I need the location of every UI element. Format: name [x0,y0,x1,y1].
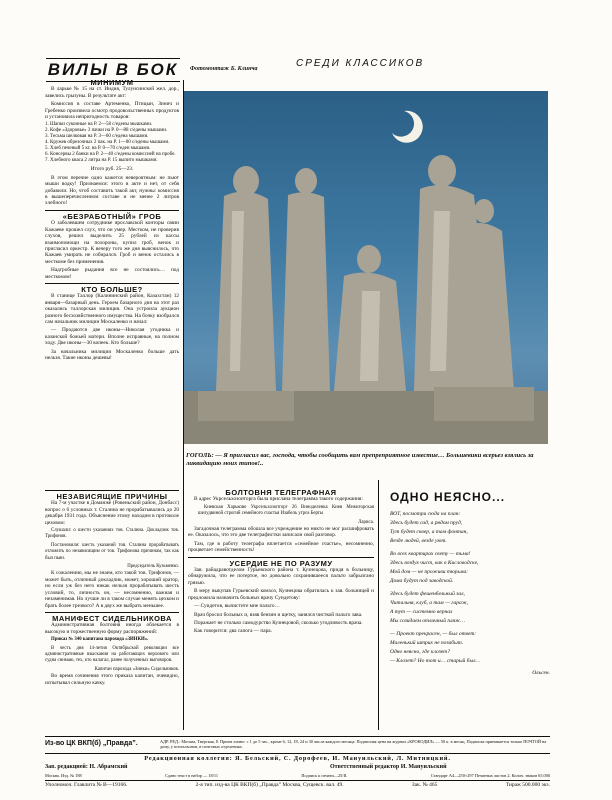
minimum-heading: МИНИМУМ [90,78,134,87]
poem-line: Маленький штрих не позабыт. [390,640,464,646]
print-info: Москва. Изд. № 188 [45,773,82,778]
section-title: СРЕДИ КЛАССИКОВ [296,58,425,69]
poem-line: Здесь будет сад, а рядом пруд, [390,520,463,526]
poem-line: А тут — системно вернал [390,609,453,615]
nezav-signature: Председатель Кузьменко. [127,564,179,570]
kto-text: В станице Таллор (Калининский район, Казахстан) 12 января—базарный день. Героем базарного дня на этот раз оказались таллорская милиция. Она устроила аукцион разного бесхозяйственного имущества. На бочку взобрался сам начальник милиции Москаленко и начал: [45,293,179,325]
manifest-text: Во время сочинения этого приказа капитан, очевидно, испытывал сильную качку. [45,673,179,686]
footer-bottom-line [45,782,550,788]
kto-text: За начальника милиции Москаленко больше дать нельзя. Такие иконы дешевы! [45,348,179,361]
poem-line: ВОТ, посмотри сюда на план: [390,511,461,517]
manifest-signature: Капитан парохода «Зинки» Сидельников. [94,666,179,672]
poem-line: Мой дом — не проживи тюрьма: [390,569,469,575]
list-item: 2. Кофе «Здоровье» 3 пачки на Р. 0—88 с/едены мышами. [45,128,168,134]
list-item: 6. Консервы 2 банки на Р. 2—40 с/едены комиссией на пробе. [45,152,176,158]
telegram-text: Загадочная телеграмма обошла все учреждение но никто не мог расшифровать ее. Оказалось, что это две телеграфистки записали свой разговор. [188,526,374,539]
poem-line: Одно неясно, где клозет? [390,649,450,655]
userdie-text: В меру выкупав Гурьевский комхоз, Кузнецова обратилась к зав. больницей и предложила назначить больных врачу Сундетову: [188,588,374,601]
userdie-text: Поражает не столько самодурство Кузнецовой, сколько угодливость врача. [194,619,363,626]
userdie-heading: УСЕРДИЕ НЕ ПО РАЗУМУ [229,558,333,568]
left-lower-column [45,490,179,688]
middle-column [188,490,374,637]
divider [188,557,374,558]
manifest-heading: МАНИФЕСТ СИДЕЛЬНИКОВА [52,613,172,623]
footer-press: 2-я тип. изд-ва ЦК ВКП(б) „Правда” Москва, Сущевск. вал. 49. [195,782,344,788]
footer-publisher: Из-во ЦК ВКП(б) „Правда”. [45,740,138,747]
photo-caption [186,452,546,468]
poem-author: Ольсен. [532,670,550,676]
poem-column [390,490,550,676]
poem-line: Мы созидаем отличный пляж… [390,618,466,624]
poem-verse [390,510,550,666]
footer-license: Уполномоч. Главлита № В—19166. [45,782,128,788]
minimum-text: В этом перечне одно кажется невероятным: не пьют мыши водку! Признаемся: этого в акте и нет, от себя добавили. Но, чтоб составить такой акт, нужны: комиссия в вышеперечисленном составе и не менее 2 литров хлебного! [45,174,179,207]
nezav-text: На 7-м участке в Доманже (Ровеньский район, Донбасс) вопрос о 6 условных т. Сталина не прорабатывались до 20 декабря 1931 года. Объяснение этому находим в протоколе цеховом: [45,500,179,526]
telegram-text: Там, где в работу телеграфа вплетается «семейное счастье», несомненно, процветает семейственность! [188,540,374,554]
left-column [45,80,179,363]
poem-line: Дома будут под заводской. [390,578,454,584]
crescent-moon-icon [392,111,423,143]
list-item: 1. Шапки суконные на Р. 2—58 с/едены мышками. [45,122,153,128]
masthead-title: ВИЛЫ В БОК [46,58,180,82]
manifest-text: В честь дня 14-летия Октябрьской революции все административные взыскания на работающих верхового или судна снимаю, тех, кто налагал, ранее полученных выговоров. [45,645,179,664]
telegram-text: В адрес Укрсельхозопторга была прислана телеграмма такого содержания: [194,496,363,503]
telegram-signature: Лариса. [358,519,374,525]
grob-text: Надгробные рыдания все не состоялись… под месткомом! [45,267,179,280]
footer-rule [45,736,550,737]
kto-text: — Продаются две иконы—Николая угодника и казанской божьей матери. Вполне исправные, на полном ходу. Две иконы—30 копеек. Кто больше? [45,327,179,347]
manifest-text: Административная болтовня иногда облекается в высокую и торжественную форму распоряжений: [45,622,179,635]
column-rule [378,480,379,730]
list-item: 5. Хлеб печеный 5 кг. на Р. 0—70 с/еден мышами. [45,146,151,152]
photo-credit: Фотомонтаж Б. Клинча [190,66,258,72]
divider [45,612,179,613]
minimum-total: Итого руб. 25—23. [90,166,134,173]
minimum-text: В ларьке № 15 на ст. Индия, Тулунсинской жел. дор., завелись грызуны. В результате акт: [45,86,179,99]
photomontage-image [184,91,548,444]
grob-heading: «БЕЗРАБОТНЫЙ» ГРОБ [62,211,162,221]
list-item: 3. Тесьма шелковая на Р. 3—60 с/едена мышами. [45,134,149,140]
poem-line: Здесь будет фешенбельный зал, [390,591,465,597]
nezav-text: Слушали: о шести указаниях тов. Сталина. Докладчик тов. Трифонов. [45,528,179,540]
nezav-heading: НЕЗАВИСЯЩИЕ ПРИЧИНЫ [56,492,168,501]
telegram-quote: Киевская Харьково Укрсельхозопторг 26 Виноделенка Киев Межигорская шелудвиной строгий семейного счастья Изабель угроз Берты [198,504,374,517]
kto-heading: КТО БОЛЬШЕ? [81,284,143,294]
caption-text: — Я пригласил вас, господа, чтобы сообщить вам препреприятное известие… Большевики всерьез взялись за ликвидацию моих типов!.. [186,452,534,467]
column-rule [183,80,184,730]
userdie-text: Как говорится: два сапога — пара. [194,628,272,635]
footer-rule [45,753,550,754]
poem-line: Во всех квартирах свету — тьма! [390,551,471,557]
poem-line: — Проект прекрасен, — был ответ: [390,631,477,637]
divider [45,210,179,211]
poem-title: ОДНО НЕЯСНО... [390,490,506,504]
footer-rule [45,780,550,781]
footer-order: Зак. № 465 [411,782,438,788]
footer-editor: Ответственный редактор И. Мануильский [330,764,447,770]
footer-circulation: Тираж 500.000 экз. [505,782,550,788]
poem-line: Тут будет сквер, а там фонтан, [390,529,468,535]
poem-line: Читальня, клуб, а там — гараж, [390,600,469,606]
minimum-text: Комиссия в составе Артеменко, Птицын, Зинич и Гребенко произвела осмотр продовольственных продуктов и установила непригодность товаров: [45,101,179,121]
divider [45,490,179,491]
footer-secretary: Зав. редакцией: Н. Абрамский [45,764,128,770]
caption-speaker: ГОГОЛЬ: [186,452,214,459]
print-info: Сдано текст в набор — 18/11 [165,773,219,778]
grob-text: О заболевшем сотруднике ярославской конторы связи Кажаеве прошел слух, что он умер. Местком, не проверив слухов, решил выделить 25 рублей из кассы взаимопомощи на похороны, купил гроб, венок и пригласил оркестр. К вечеру того же дня выяснилось, что Кажаев умирать не собирался. Гроб и венок остались в месткоме без применения. [45,220,179,265]
nezav-text: К сожалению, мы не знаем, кто такой тов. Трифонов, — может быть, отличный докладчик, может, хороший оратор, но если уж без него никак нельзя прорабатывать шесть условий, то, личность он, — несомненно, важная и незаменимая. Но лучше ли в таком случае менять цехком и брать более трезвого? А в двух же выбрать меньшее. [45,570,179,609]
classics-statues-illustration [184,91,548,444]
nezav-text: Постановили: шесть указаний тов. Сталина прорабатывать отложить по независящим от тов. Трифонова причинам, так как был пьян. [45,542,179,561]
list-item: 7. Хлебного кваса 2 литра на Р. 15 выпито мышками. [45,158,158,164]
footer-board: Редакционная коллегия: Я. Бельский, С. Дорофеев, И. Мануильский, Л. Митницкий. [144,755,451,762]
footer-print-info [45,773,550,778]
divider [45,283,179,284]
list-item: 4. Кружев обрезочных 2 пак. на Р. 1—00 с/едены мышами. [45,140,170,146]
poem-line: Везде людей, везде уют. [390,538,447,544]
telegram-heading: БОЛТОВНЯ ТЕЛЕГРАФНАЯ [225,488,337,497]
print-info: Подпись к печати—25/II. [301,773,348,778]
userdie-text: Зав. райадравотделом Гурьевского района т. Кузнецова, придя в больницу, обнаружила, что ее потертое, но довольно сохранившееся пальто забрызгано грязью. [188,567,374,586]
print-info: Стандарт А4—250×297 Печатных листов 2. Колич. знаков 65.000 [430,773,550,778]
userdie-text: — Суидетов, вычистите мне пальто… [194,603,280,610]
poem-line: Здесь воздух чист, как в Кисловодске, [390,560,479,566]
manifest-text: Приказ № 340 капитана парохода «ЗИНКИ». [51,637,149,643]
footer-address: АДР. РЕД.: Москва, Тверская, 8. Прием лично: с 1 до 5 час., кроме 6, 12, 18, 24 и 30 числа каждого месяца. Подписная цена на журнал «КРОКОДИЛ» — 50 к. в месяц. Подписка принимается только ПОЧТОЙ на дому, у почтальонов, в почтовых отделениях. [160,739,547,749]
userdie-text: Врач бросил больных и, взяв бензин и щетку, занялся чисткой пальто зава. [194,611,363,618]
minimum-list [45,122,179,164]
poem-line: — Клозет? Но тот и… старый был… [390,658,481,664]
